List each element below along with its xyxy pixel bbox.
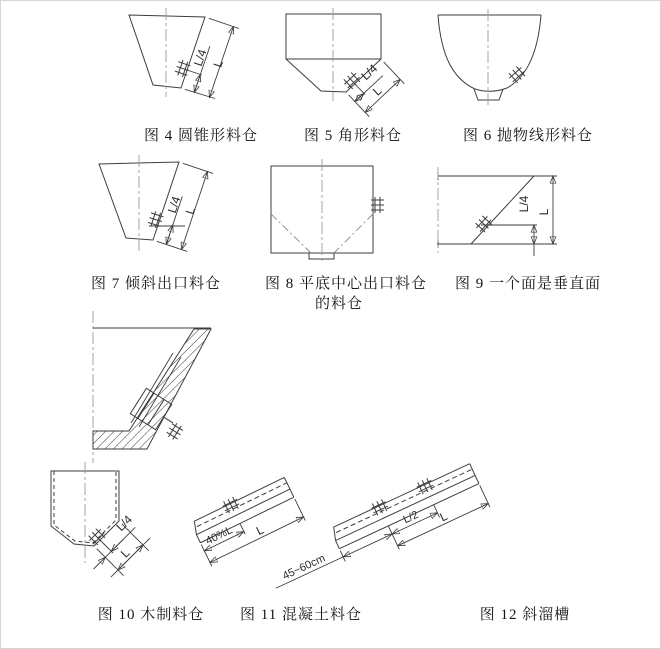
concrete-mounting-detail-drawing — [93, 311, 211, 463]
fig11-concrete-chute-drawing — [189, 473, 306, 566]
dim-label-half: L/2 — [401, 508, 421, 527]
dim-label-quarter: L/4 — [190, 47, 210, 68]
fig9-vertical-face-drawing — [438, 167, 557, 256]
dim-label-full: L — [253, 522, 267, 539]
vibrator-icon — [221, 496, 241, 515]
fig8-flat-bottom-bin-drawing — [271, 159, 384, 264]
vibrator-icon — [415, 477, 435, 496]
dim-label-quarter: L/4 — [164, 194, 184, 215]
fig8-caption-line2: 的料仓 — [314, 296, 364, 312]
fig6-caption: 图 6 抛物线形料仓 — [462, 128, 594, 144]
fig5-caption: 图 5 角形料仓 — [303, 128, 403, 144]
dim-label-quarter: L/4 — [358, 61, 381, 83]
fig7-inclined-outlet-hopper-drawing — [99, 155, 213, 253]
vibrator-icon — [174, 59, 192, 78]
fig8-caption: 图 8 平底中心出口料仓 — [264, 276, 428, 292]
vibrator-icon — [165, 421, 185, 441]
dim-label-full: L — [182, 205, 198, 217]
hopper-outline — [129, 15, 205, 88]
dim-label-full: L — [210, 58, 226, 70]
dim-label-40pct: 40%L — [203, 524, 235, 548]
fig10-wooden-hopper-drawing — [51, 462, 150, 577]
fig4-conical-hopper-drawing — [129, 8, 239, 99]
dim-label-full: L — [437, 508, 450, 525]
fig11-caption: 图 11 混凝土料仓 — [240, 607, 362, 623]
vibrator-icon — [370, 498, 390, 517]
concrete-wall-section — [93, 329, 211, 449]
fig9-caption: 图 9 一个面是垂直面 — [454, 276, 602, 292]
fig10-caption: 图 10 木制料仓 — [97, 607, 205, 623]
fig4-caption: 图 4 圆锥形料仓 — [143, 128, 259, 144]
diagram-canvas — [1, 1, 661, 649]
dim-label-quarter: L/4 — [113, 512, 136, 535]
vibrator-icon — [507, 64, 528, 84]
fig12-inclined-chute-drawing — [261, 459, 490, 603]
dim-label-full: L — [117, 545, 133, 561]
fig6-parabolic-hopper-drawing — [438, 9, 541, 106]
dim-label-quarter: L/4 — [517, 195, 531, 213]
fig5-angular-hopper-drawing — [286, 8, 404, 117]
outlet — [309, 253, 334, 259]
dim-label-range: 45~60cm — [280, 552, 328, 583]
dim-label-full: L — [537, 208, 551, 216]
fig12-caption: 图 12 斜溜槽 — [479, 607, 571, 623]
fig7-caption: 图 7 倾斜出口料仓 — [90, 276, 222, 292]
vibrator-icon — [473, 214, 493, 235]
dim-label-full: L — [370, 83, 385, 99]
